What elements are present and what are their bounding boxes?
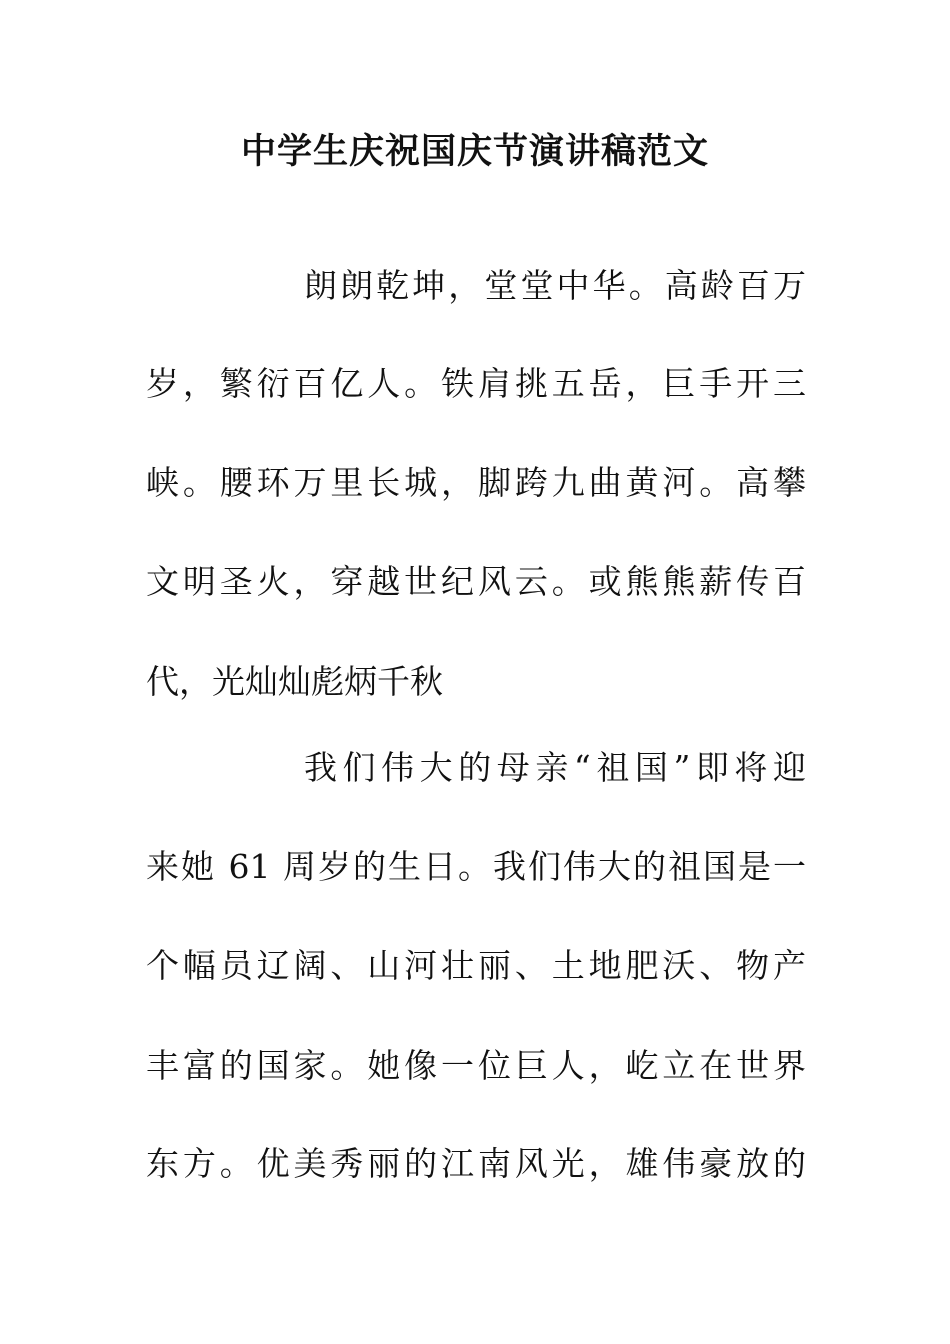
paragraph-line: 峡。腰环万里长城，脚跨九曲黄河。高攀 — [146, 463, 806, 502]
paragraph-line: 东方。优美秀丽的江南风光，雄伟豪放的 — [146, 1144, 806, 1183]
paragraph-line: 个幅员辽阔、山河壮丽、土地肥沃、物产 — [146, 946, 806, 985]
paragraph-line: 我们伟大的母亲“祖国”即将迎 — [304, 748, 806, 787]
document-title: 中学生庆祝国庆节演讲稿范文 — [240, 132, 709, 172]
paragraph-line: 文明圣火，穿越世纪风云。或熊熊薪传百 — [146, 562, 806, 601]
paragraph-line: 岁，繁衍百亿人。铁肩挑五岳，巨手开三 — [146, 364, 806, 403]
paragraph-line: 来她 61 周岁的生日。我们伟大的祖国是一 — [146, 847, 806, 886]
paragraph-line: 丰富的国家。她像一位巨人，屹立在世界 — [146, 1046, 806, 1085]
paragraph-line: 朗朗乾坤，堂堂中华。高龄百万 — [304, 266, 806, 305]
paragraph-line: 代，光灿灿彪炳千秋 — [146, 662, 443, 701]
